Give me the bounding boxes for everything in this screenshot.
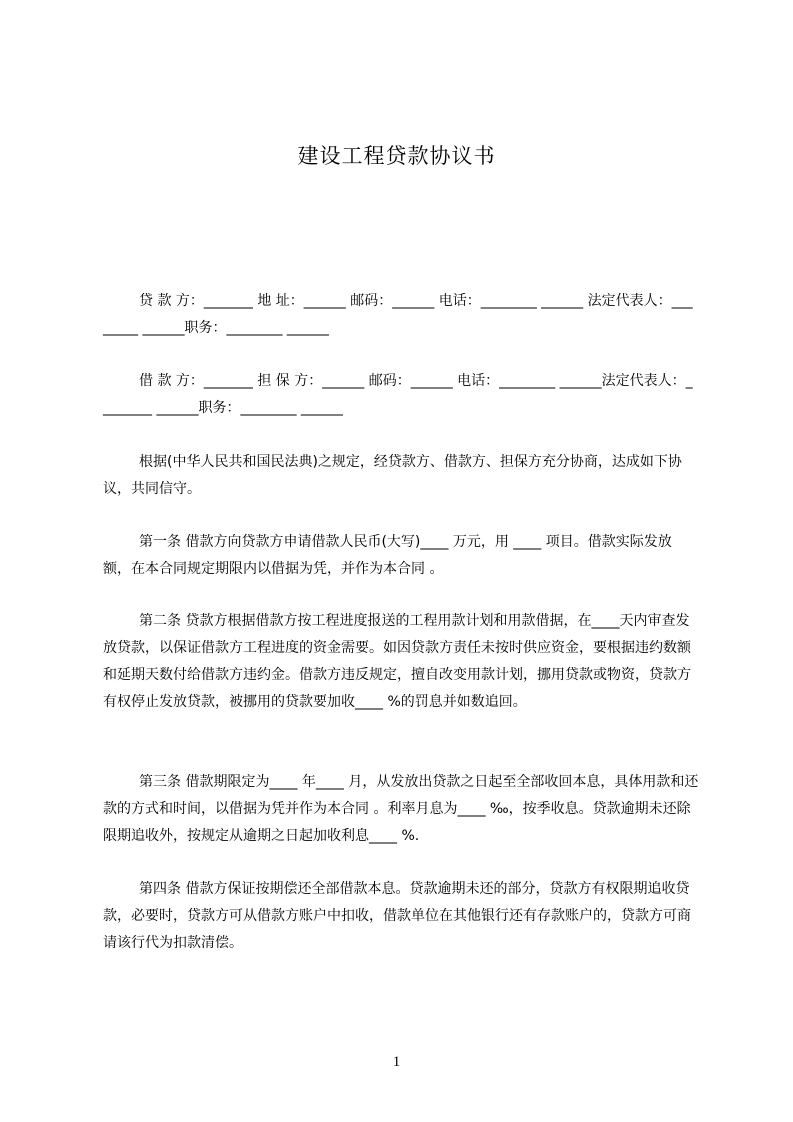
article-3-text: 第三条 借款期限定为____ 年____ 月，从发放出贷款之日起至全部收回本息，具体用款和还款的方式和时间，以借据为凭并作为本合同 。利率月息为____ ‰，按季收息。贷款逾期未还除限期追收外，按规定从逾期之日起加收利息____ %. <box>103 774 699 844</box>
lender-info-text: 贷 款 方：_______ 地 址：______ 邮码：______ 电话：________ ______ 法定代表人：________ ______职务：________ ______ <box>103 293 693 336</box>
page-number: 1 <box>392 1054 401 1070</box>
article-4 <box>103 876 699 957</box>
borrower-info-text: 借 款 方：_______ 担 保 方：______ 邮码：______ 电话：________ ______法定代表人：________ ______职务：________ ______ <box>103 373 693 416</box>
article-4-text: 第四条 借款方保证按期偿还全部借款本息。贷款逾期未还的部分，贷款方有权限期追收贷款，必要时，贷款方可从借款方账户中扣收，借款单位在其他银行还有存款账户的，贷款方可商请该行代为扣款清偿。 <box>103 881 691 951</box>
article-1 <box>103 529 699 583</box>
lender-info <box>103 288 699 342</box>
borrower-info <box>103 368 699 422</box>
article-1-text: 第一条 借款方向贷款方申请借款人民币(大写)____ 万元，用 ____ 项目。借款实际发放额，在本合同规定期限内以借据为凭，并作为本合同 。 <box>103 534 672 577</box>
article-3 <box>103 769 699 850</box>
preamble-text: 根据(中华人民共和国民法典)之规定，经贷款方、借款方、担保方充分协商，达成如下协议，共同信守。 <box>103 454 682 497</box>
article-2 <box>103 608 699 716</box>
document-title: 建设工程贷款协议书 <box>297 144 496 168</box>
preamble <box>103 449 699 503</box>
article-2-text: 第二条 贷款方根据借款方按工程进度报送的工程用款计划和用款借据，在____天内审查发放贷款，以保证借款方工程进度的资金需要。如因贷款方责任未按时供应资金，要根据违约数额和延期天数付给借款方违约金。借款方违反规定，擅自改变用款计划，挪用贷款或物资，贷款方有权停止发放贷款，被挪用的贷款要加收____ %的罚息并如数追回。 <box>103 613 691 710</box>
